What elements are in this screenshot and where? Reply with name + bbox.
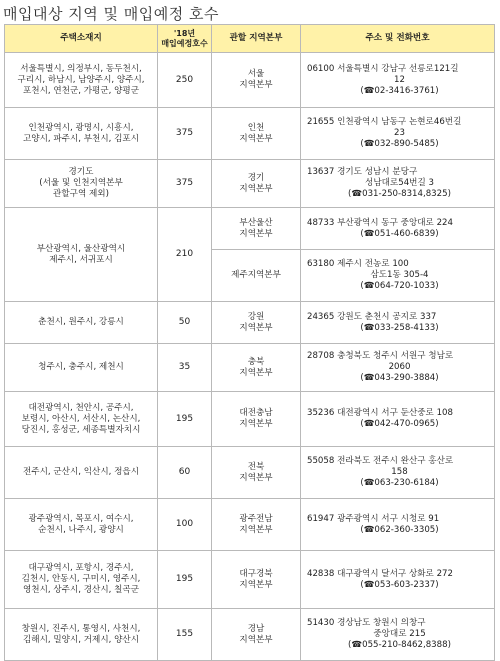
area-line: 순천시, 나주시, 광양시 xyxy=(38,524,124,535)
area-line: 서울특별시, 의정부시, 동두천시, xyxy=(20,63,142,74)
contact-cell xyxy=(301,499,495,551)
office-line: 지역본부 xyxy=(239,579,273,590)
phone-number: (☎043-290-3884) xyxy=(360,373,439,383)
area-line: 전주시, 군산시, 익산시, 정읍시 xyxy=(22,467,139,477)
office-line: 지역본부 xyxy=(239,183,273,194)
contact-cell xyxy=(301,53,495,108)
area-cell xyxy=(5,160,158,208)
header-qty-line2: 매입예정호수 xyxy=(161,38,208,48)
address-line: 158 xyxy=(391,467,408,477)
table-row xyxy=(5,392,495,447)
header-contact: 주소 및 전화번호 xyxy=(301,25,495,53)
header-qty xyxy=(158,25,212,53)
phone-number: (☎051-460-6839) xyxy=(360,228,439,239)
table-row xyxy=(5,108,495,160)
address-line: 24365 강원도 춘천시 공지로 337 xyxy=(307,311,437,322)
qty-cell: 195 xyxy=(158,392,212,447)
area-line: 부산광역시, 울산광역시 xyxy=(36,243,126,254)
qty-cell: 250 xyxy=(158,53,212,108)
area-line: 제주시, 서귀포시 xyxy=(49,254,113,265)
area-line: 춘천시, 원주시, 강릉시 xyxy=(38,317,124,327)
address-line: 51430 경상남도 창원시 의창구 xyxy=(307,618,426,628)
area-line: 김해시, 밀양시, 거제시, 양산시 xyxy=(22,634,139,645)
office-line: 지역본부 xyxy=(239,524,273,535)
table-row xyxy=(5,447,495,499)
office-line: 지역본부 xyxy=(239,472,273,483)
office-line: 지역본부 xyxy=(239,419,273,429)
area-line: 인천광역시, 광명시, 시흥시, xyxy=(28,122,134,133)
contact-cell xyxy=(301,447,495,499)
phone-number: (☎032-890-5485) xyxy=(360,139,439,149)
area-line: 광주광역시, 목포시, 여수시, xyxy=(28,513,134,524)
qty-cell: 375 xyxy=(158,108,212,160)
address-line: 63180 제주시 전농로 100 xyxy=(307,259,409,269)
address-line: 12 xyxy=(394,74,405,85)
qty-cell: 60 xyxy=(158,447,212,499)
table-row xyxy=(5,53,495,108)
phone-number: (☎053-603-2337) xyxy=(360,579,439,590)
address-line: 48733 부산광역시 동구 중앙대로 224 xyxy=(307,217,453,228)
area-cell xyxy=(5,208,158,302)
area-line: 관할구역 제외) xyxy=(53,189,109,199)
phone-number: (☎033-258-4133) xyxy=(360,322,439,333)
contact-cell xyxy=(301,250,495,302)
area-cell xyxy=(5,499,158,551)
table-row xyxy=(5,551,495,609)
qty-cell: 35 xyxy=(158,344,212,392)
page-title: 매입대상 지역 및 매입예정 호수 xyxy=(3,5,219,23)
office-line: 광주전남 xyxy=(239,513,273,524)
qty-cell: 50 xyxy=(158,302,212,344)
office-line: 충북 xyxy=(247,356,265,367)
contact-cell xyxy=(301,160,495,208)
address-line: 28708 충청북도 청주시 서원구 청남로 xyxy=(307,351,454,361)
area-line: 대전광역시, 천안시, 공주시, xyxy=(28,402,134,413)
phone-number: (☎064-720-1033) xyxy=(360,281,439,291)
office-cell xyxy=(212,302,301,344)
area-cell xyxy=(5,53,158,108)
office-line: 지역본부 xyxy=(239,133,273,144)
area-line: 청주시, 충주시, 제천시 xyxy=(38,362,124,372)
office-cell xyxy=(212,160,301,208)
address-line: 13637 경기도 성남시 분당구 xyxy=(307,167,418,177)
office-line: 전북 xyxy=(247,461,265,472)
office-cell xyxy=(212,250,301,302)
office-line: 경기 xyxy=(247,172,265,183)
contact-cell xyxy=(301,551,495,609)
address-line: 21655 인천광역시 남동구 논현로46번길 xyxy=(307,117,462,127)
area-line: 경기도 xyxy=(68,167,94,177)
address-line: 61947 광주광역시 서구 시청로 91 xyxy=(307,513,440,524)
area-cell xyxy=(5,302,158,344)
area-cell xyxy=(5,108,158,160)
qty-cell: 210 xyxy=(158,208,212,302)
area-cell xyxy=(5,392,158,447)
office-cell xyxy=(212,499,301,551)
office-line: 대구경북 xyxy=(239,568,273,579)
office-line: 서울 xyxy=(247,69,265,79)
area-cell xyxy=(5,447,158,499)
address-line: 35236 대전광역시 서구 둔산중로 108 xyxy=(307,408,453,418)
office-line: 지역본부 xyxy=(239,80,273,90)
qty-cell: 195 xyxy=(158,551,212,609)
area-cell xyxy=(5,344,158,392)
address-line: 55058 전라북도 전주시 완산구 홍산로 xyxy=(307,456,454,466)
office-cell xyxy=(212,208,301,250)
header-office: 관할 지역본부 xyxy=(212,25,301,53)
header-qty-line1: '18년 xyxy=(173,28,196,38)
office-line: 지역본부 xyxy=(239,634,273,645)
contact-cell xyxy=(301,302,495,344)
qty-cell: 100 xyxy=(158,499,212,551)
qty-cell: 375 xyxy=(158,160,212,208)
contact-cell xyxy=(301,208,495,250)
office-line: 지역본부 xyxy=(239,322,273,333)
office-cell xyxy=(212,609,301,661)
phone-number: (☎02-3416-3761) xyxy=(360,85,439,96)
area-line: 창원시, 진주시, 통영시, 사천시, xyxy=(21,623,141,634)
purchase-target-table xyxy=(4,24,495,661)
phone-number: (☎062-360-3305) xyxy=(360,524,439,535)
header-area: 주택소재지 xyxy=(5,25,158,53)
office-cell xyxy=(212,108,301,160)
contact-cell xyxy=(301,108,495,160)
table-header-row xyxy=(5,25,495,53)
address-line: 2060 xyxy=(388,362,411,372)
office-line: 강원 xyxy=(247,311,265,322)
office-line: 제주지역본부 xyxy=(231,270,281,280)
area-cell xyxy=(5,551,158,609)
phone-number: (☎063-230-6184) xyxy=(360,478,439,488)
table-row xyxy=(5,344,495,392)
office-line: 대전충남 xyxy=(239,408,273,418)
table-row xyxy=(5,499,495,551)
address-line: 성남대로54번길 3 xyxy=(365,178,434,188)
table-row xyxy=(5,609,495,661)
address-line: 23 xyxy=(394,128,405,138)
area-line: 고양시, 파주시, 부천시, 김포시 xyxy=(22,133,139,144)
office-cell xyxy=(212,344,301,392)
area-line: 보령시, 아산시, 서산시, 논산시, xyxy=(21,413,141,424)
office-line: 부산울산 xyxy=(239,217,273,228)
office-line: 경남 xyxy=(247,623,265,634)
office-line: 인천 xyxy=(247,122,265,133)
area-line: 영천시, 상주시, 경산시, 칠곡군 xyxy=(22,585,139,595)
area-line: 포천시, 연천군, 가평군, 양평군 xyxy=(22,85,139,96)
contact-cell xyxy=(301,392,495,447)
office-cell xyxy=(212,392,301,447)
office-cell xyxy=(212,53,301,108)
table-row xyxy=(5,160,495,208)
office-line: 지역본부 xyxy=(239,228,273,239)
area-line: (서울 및 인천지역본부 xyxy=(39,178,123,188)
office-cell xyxy=(212,447,301,499)
contact-cell xyxy=(301,344,495,392)
area-cell xyxy=(5,609,158,661)
area-line: 당진시, 홍성군, 세종특별자치시 xyxy=(21,424,141,435)
address-line: 06100 서울특별시 강남구 선릉로121길 xyxy=(307,63,459,74)
contact-cell xyxy=(301,609,495,661)
phone-number: (☎031-250-8314,8325) xyxy=(348,189,451,199)
area-line: 구리시, 하남시, 남양주시, 양주시, xyxy=(17,74,145,85)
phone-number: (☎055-210-8462,8388) xyxy=(348,640,451,650)
qty-cell: 155 xyxy=(158,609,212,661)
office-line: 지역본부 xyxy=(239,367,273,378)
address-line: 삼도1동 305-4 xyxy=(370,270,429,280)
address-line: 중앙대로 215 xyxy=(373,629,426,639)
phone-number: (☎042-470-0965) xyxy=(360,419,439,429)
area-line: 김천시, 안동시, 구미시, 영주시, xyxy=(21,574,141,584)
table-row xyxy=(5,302,495,344)
office-cell xyxy=(212,551,301,609)
address-line: 42838 대구광역시 달서구 상화로 272 xyxy=(307,568,453,579)
table-row xyxy=(5,208,495,250)
area-line: 대구광역시, 포항시, 경주시, xyxy=(28,563,134,573)
